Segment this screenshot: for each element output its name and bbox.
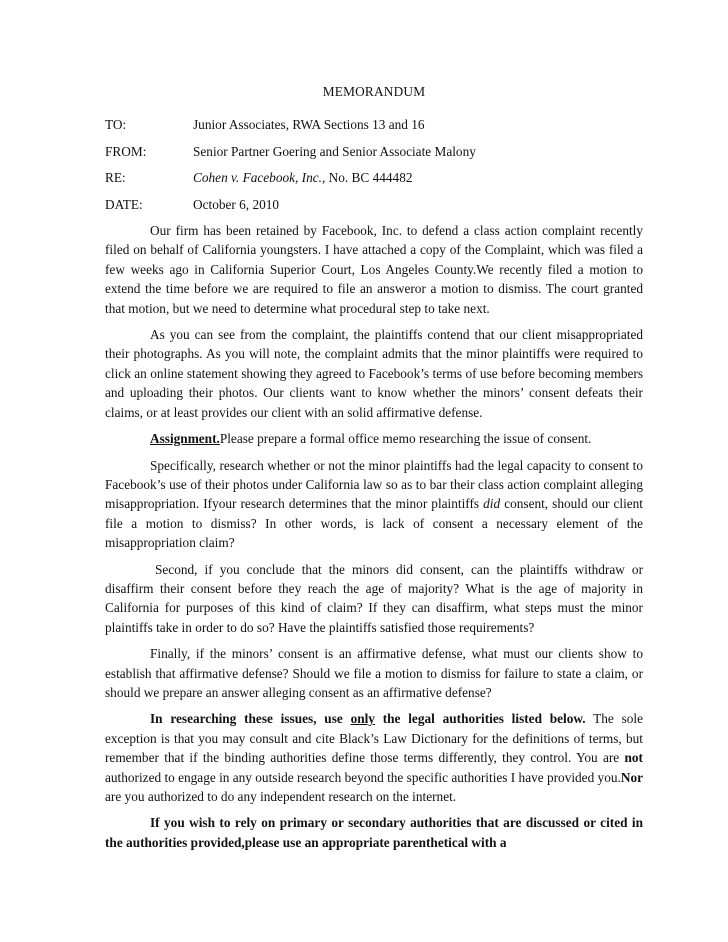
assignment-heading: Assignment. <box>150 431 220 447</box>
paragraph-engagement: Our firm has been retained by Facebook, Inc. to defend a class action complaint recently filed on behalf of California youngsters. I have attached a copy of the Complaint, which was filed a few weeks ago in California Superior Court, Los Angeles County.We recently filed a motion to extend the time before we are required to file an answeror a motion to dismiss. The court granted that motion, but we need to determine what procedural step to take next. <box>105 223 643 316</box>
paragraph-complaint: As you can see from the complaint, the plaintiffs contend that our client misappropriated their photographs. As you will note, the complaint admits that the minor plaintiffs were required to click an online statement showing they agreed to Facebook’s terms of use before becoming members and uploading their photos. Our clients want to know whether the minors’ consent defeats their claims, or at least provides our client with an solid affirmative defense. <box>105 327 643 420</box>
header-date-value: October 6, 2010 <box>193 196 280 212</box>
paragraph-authorities: If you wish to rely on primary or secondary authorities that are discussed or cited in the authorities provided,please use an appropriate parenthetical with a <box>105 815 643 850</box>
specifically-text-2: consent, should our client file a motion to dismiss? In other words, is lack of consent a necessary element of the misappropriation claim? <box>105 496 644 551</box>
memo-title: MEMORANDUM <box>322 84 426 99</box>
paragraph-assignment <box>105 429 643 448</box>
header-date-label: DATE: <box>105 196 143 212</box>
case-number: , No. BC 444482 <box>321 170 413 186</box>
header-re-row <box>105 168 643 187</box>
header-from-row <box>105 142 643 161</box>
header-re-value <box>193 168 643 187</box>
case-name: Cohen v. Facebook, Inc. <box>193 170 322 186</box>
header-to-row <box>105 115 643 134</box>
memo-page <box>105 82 643 859</box>
header-from-value: Senior Partner Goering and Senior Associate Malony <box>193 143 476 159</box>
rules-text-2: authorized to engage in any outside research beyond the specific authorities I have provided you. <box>105 769 621 785</box>
rules-text-1: The sole exception is that you may consult and cite Black’s Law Dictionary for the definitions of terms, but remember that if the binding authorities define those terms differently, they control. You are <box>105 711 643 766</box>
paragraph-research-rules <box>105 709 643 806</box>
header-from-label: FROM: <box>105 143 147 159</box>
rules-bold-1: In researching these issues, use <box>150 711 351 727</box>
header-date-row <box>105 195 643 214</box>
rules-bold-2: the legal authorities listed below. <box>374 711 586 727</box>
rules-bold-only: only <box>350 711 375 727</box>
specifically-text-1: Specifically, research whether or not the minor plaintiffs had the legal capacity to consent to Facebook’s use of their photos under California law so as to bar their class action complaint alleging misappropriation. Ifyour research determines that the minor plaintiffs <box>105 457 643 512</box>
rules-text-3: are you authorized to do any independent research on the internet. <box>105 789 457 804</box>
paragraph-second: Second, if you conclude that the minors did consent, can the plaintiffs withdraw or disaffirm their consent before they reach the age of majority? What is the age of majority in California for purposes of this kind of claim? If they can disaffirm, what steps must the minor plaintiffs take in order to do so? Have the plaintiffs satisfied those requirements? <box>105 561 643 635</box>
header-to-value: Junior Associates, RWA Sections 13 and 16 <box>193 117 425 133</box>
paragraph-finally: Finally, if the minors’ consent is an affirmative defense, what must our clients show to establish that affirmative defense? Should we file a motion to dismiss for failure to state a claim, or should we prepare an answer alleging consent as an affirmative defense? <box>105 646 643 700</box>
header-to-label: TO: <box>105 117 127 133</box>
specifically-italic-did: did <box>483 496 501 512</box>
paragraph-specifically <box>105 456 643 553</box>
assignment-text: Please prepare a formal office memo researching the issue of consent. <box>219 431 592 447</box>
rules-bold-not: not <box>624 750 643 766</box>
header-re-label: RE: <box>105 170 126 186</box>
rules-bold-nor: Nor <box>620 769 643 785</box>
